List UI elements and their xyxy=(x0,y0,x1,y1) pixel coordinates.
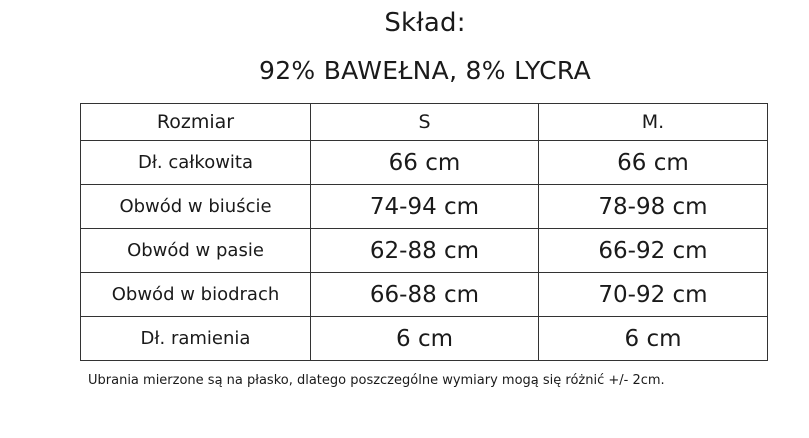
title: Skład: xyxy=(384,8,466,38)
table-header-row xyxy=(81,104,768,141)
row-value-m: 6 cm xyxy=(539,317,768,361)
row-label: Dł. całkowita xyxy=(81,141,311,185)
row-label: Obwód w pasie xyxy=(81,229,311,273)
table-row xyxy=(81,273,768,317)
table-row xyxy=(81,229,768,273)
row-value-m: 66-92 cm xyxy=(539,229,768,273)
row-label: Dł. ramienia xyxy=(81,317,311,361)
row-value-s: 66-88 cm xyxy=(311,273,539,317)
row-value-m: 70-92 cm xyxy=(539,273,768,317)
size-table xyxy=(80,103,768,361)
row-label: Obwód w biodrach xyxy=(81,273,311,317)
row-value-m: 78-98 cm xyxy=(539,185,768,229)
row-value-s: 66 cm xyxy=(311,141,539,185)
table-row xyxy=(81,317,768,361)
measurement-note: Ubrania mierzone są na płasko, dlatego poszczególne wymiary mogą się różnić +/- 2cm. xyxy=(88,373,665,388)
header-size-s: S xyxy=(311,104,539,141)
row-value-s: 62-88 cm xyxy=(311,229,539,273)
composition: 92% BAWEŁNA, 8% LYCRA xyxy=(259,56,591,85)
row-value-s: 74-94 cm xyxy=(311,185,539,229)
row-label: Obwód w biuście xyxy=(81,185,311,229)
row-value-m: 66 cm xyxy=(539,141,768,185)
table-row xyxy=(81,185,768,229)
header-size-label: Rozmiar xyxy=(81,104,311,141)
table-row xyxy=(81,141,768,185)
header-size-m: M. xyxy=(539,104,768,141)
row-value-s: 6 cm xyxy=(311,317,539,361)
